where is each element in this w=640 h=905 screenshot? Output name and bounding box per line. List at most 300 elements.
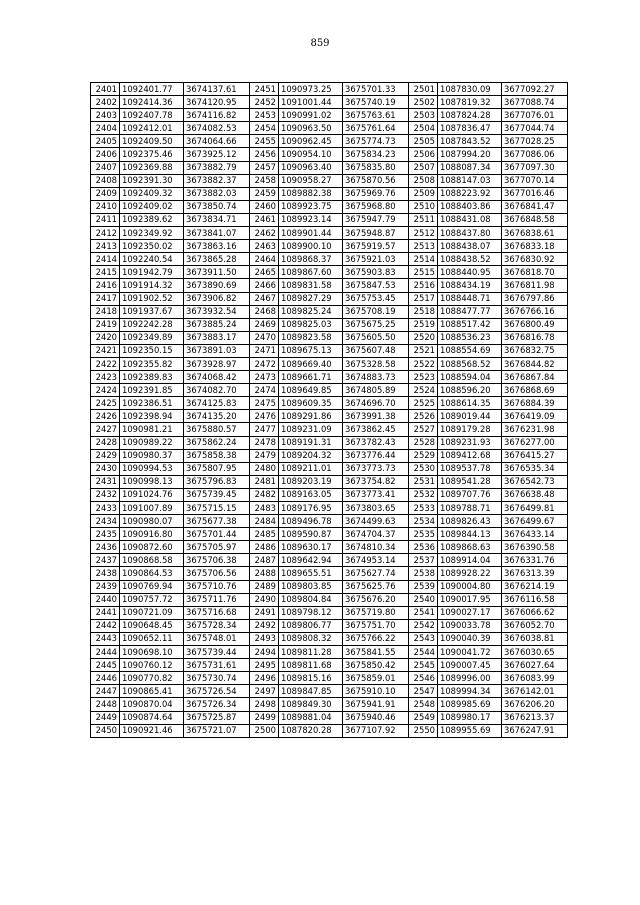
- point-number-cell: 2537: [409, 554, 438, 567]
- x-coordinate-cell: 1092355.82: [120, 357, 184, 370]
- point-number-cell: 2494: [250, 646, 279, 659]
- y-coordinate-cell: 3675739.45: [184, 488, 250, 501]
- x-coordinate-cell: 1090989.22: [120, 436, 184, 449]
- y-coordinate-cell: 3675948.87: [343, 227, 409, 240]
- table-row: [91, 436, 568, 449]
- y-coordinate-cell: 3675969.76: [343, 187, 409, 200]
- x-coordinate-cell: 1089980.17: [438, 711, 502, 724]
- x-coordinate-cell: 1089496.78: [279, 515, 343, 528]
- x-coordinate-cell: 1090973.25: [279, 83, 343, 96]
- x-coordinate-cell: 1089923.75: [279, 200, 343, 213]
- x-coordinate-cell: 1090921.46: [120, 724, 184, 737]
- point-number-cell: 2403: [91, 109, 120, 122]
- x-coordinate-cell: 1089412.68: [438, 449, 502, 462]
- point-number-cell: 2478: [250, 436, 279, 449]
- point-number-cell: 2416: [91, 279, 120, 292]
- y-coordinate-cell: 3675903.83: [343, 266, 409, 279]
- y-coordinate-cell: 3675701.33: [343, 83, 409, 96]
- point-number-cell: 2412: [91, 227, 120, 240]
- y-coordinate-cell: 3673782.43: [343, 436, 409, 449]
- point-number-cell: 2483: [250, 502, 279, 515]
- x-coordinate-cell: 1088147.03: [438, 174, 502, 187]
- y-coordinate-cell: 3675880.57: [184, 423, 250, 436]
- x-coordinate-cell: 1088594.04: [438, 371, 502, 384]
- x-coordinate-cell: 1090868.58: [120, 554, 184, 567]
- table-row: [91, 724, 568, 737]
- x-coordinate-cell: 1088438.52: [438, 253, 502, 266]
- table-row: [91, 371, 568, 384]
- point-number-cell: 2536: [409, 541, 438, 554]
- y-coordinate-cell: 3677016.46: [502, 187, 568, 200]
- point-number-cell: 2452: [250, 96, 279, 109]
- y-coordinate-cell: 3675711.76: [184, 593, 250, 606]
- x-coordinate-cell: 1090872.60: [120, 541, 184, 554]
- x-coordinate-cell: 1089211.01: [279, 462, 343, 475]
- point-number-cell: 2477: [250, 423, 279, 436]
- point-number-cell: 2441: [91, 606, 120, 619]
- point-number-cell: 2487: [250, 554, 279, 567]
- table-row: [91, 646, 568, 659]
- point-number-cell: 2430: [91, 462, 120, 475]
- point-number-cell: 2531: [409, 475, 438, 488]
- y-coordinate-cell: 3674883.73: [343, 371, 409, 384]
- y-coordinate-cell: 3675328.58: [343, 357, 409, 370]
- y-coordinate-cell: 3675728.34: [184, 619, 250, 632]
- y-coordinate-cell: 3676277.00: [502, 436, 568, 449]
- point-number-cell: 2491: [250, 606, 279, 619]
- point-number-cell: 2431: [91, 475, 120, 488]
- x-coordinate-cell: 1089994.34: [438, 685, 502, 698]
- y-coordinate-cell: 3676066.62: [502, 606, 568, 619]
- point-number-cell: 2418: [91, 305, 120, 318]
- table-row: [91, 515, 568, 528]
- point-number-cell: 2425: [91, 397, 120, 410]
- point-number-cell: 2550: [409, 724, 438, 737]
- x-coordinate-cell: 1087824.28: [438, 109, 502, 122]
- x-coordinate-cell: 1089901.44: [279, 227, 343, 240]
- x-coordinate-cell: 1090980.37: [120, 449, 184, 462]
- point-number-cell: 2507: [409, 161, 438, 174]
- x-coordinate-cell: 1089811.28: [279, 646, 343, 659]
- point-number-cell: 2482: [250, 488, 279, 501]
- x-coordinate-cell: 1089019.44: [438, 410, 502, 423]
- y-coordinate-cell: 3673911.50: [184, 266, 250, 279]
- point-number-cell: 2449: [91, 711, 120, 724]
- y-coordinate-cell: 3675940.46: [343, 711, 409, 724]
- point-number-cell: 2526: [409, 410, 438, 423]
- x-coordinate-cell: 1089825.24: [279, 305, 343, 318]
- y-coordinate-cell: 3676833.18: [502, 240, 568, 253]
- y-coordinate-cell: 3675862.24: [184, 436, 250, 449]
- y-coordinate-cell: 3674137.61: [184, 83, 250, 96]
- x-coordinate-cell: 1089867.60: [279, 266, 343, 279]
- point-number-cell: 2436: [91, 541, 120, 554]
- y-coordinate-cell: 3675947.79: [343, 213, 409, 226]
- point-number-cell: 2541: [409, 606, 438, 619]
- y-coordinate-cell: 3674135.20: [184, 410, 250, 423]
- x-coordinate-cell: 1088434.19: [438, 279, 502, 292]
- x-coordinate-cell: 1088440.95: [438, 266, 502, 279]
- point-number-cell: 2505: [409, 135, 438, 148]
- point-number-cell: 2464: [250, 253, 279, 266]
- point-number-cell: 2544: [409, 646, 438, 659]
- table-row: [91, 711, 568, 724]
- x-coordinate-cell: 1089923.14: [279, 213, 343, 226]
- table-row: [91, 423, 568, 436]
- y-coordinate-cell: 3676841.47: [502, 200, 568, 213]
- y-coordinate-cell: 3676390.58: [502, 541, 568, 554]
- x-coordinate-cell: 1088568.52: [438, 357, 502, 370]
- point-number-cell: 2522: [409, 357, 438, 370]
- table-row: [91, 672, 568, 685]
- x-coordinate-cell: 1089590.87: [279, 528, 343, 541]
- point-number-cell: 2513: [409, 240, 438, 253]
- y-coordinate-cell: 3674116.82: [184, 109, 250, 122]
- y-coordinate-cell: 3674082.70: [184, 384, 250, 397]
- x-coordinate-cell: 1092407.78: [120, 109, 184, 122]
- x-coordinate-cell: 1089191.31: [279, 436, 343, 449]
- x-coordinate-cell: 1089788.71: [438, 502, 502, 515]
- y-coordinate-cell: 3673776.44: [343, 449, 409, 462]
- point-number-cell: 2467: [250, 292, 279, 305]
- y-coordinate-cell: 3675706.38: [184, 554, 250, 567]
- x-coordinate-cell: 1088448.71: [438, 292, 502, 305]
- y-coordinate-cell: 3675921.03: [343, 253, 409, 266]
- point-number-cell: 2471: [250, 344, 279, 357]
- x-coordinate-cell: 1087843.52: [438, 135, 502, 148]
- table-row: [91, 318, 568, 331]
- y-coordinate-cell: 3673928.97: [184, 357, 250, 370]
- y-coordinate-cell: 3676206.20: [502, 698, 568, 711]
- point-number-cell: 2521: [409, 344, 438, 357]
- y-coordinate-cell: 3676816.78: [502, 331, 568, 344]
- point-number-cell: 2462: [250, 227, 279, 240]
- table-row: [91, 161, 568, 174]
- x-coordinate-cell: 1089803.85: [279, 580, 343, 593]
- point-number-cell: 2500: [250, 724, 279, 737]
- point-number-cell: 2435: [91, 528, 120, 541]
- point-number-cell: 2484: [250, 515, 279, 528]
- y-coordinate-cell: 3676848.58: [502, 213, 568, 226]
- y-coordinate-cell: 3673906.82: [184, 292, 250, 305]
- point-number-cell: 2489: [250, 580, 279, 593]
- x-coordinate-cell: 1089823.58: [279, 331, 343, 344]
- point-number-cell: 2426: [91, 410, 120, 423]
- y-coordinate-cell: 3674082.53: [184, 122, 250, 135]
- point-number-cell: 2415: [91, 266, 120, 279]
- point-number-cell: 2498: [250, 698, 279, 711]
- x-coordinate-cell: 1090954.10: [279, 148, 343, 161]
- table-row: [91, 279, 568, 292]
- y-coordinate-cell: 3675739.44: [184, 646, 250, 659]
- point-number-cell: 2422: [91, 357, 120, 370]
- y-coordinate-cell: 3676868.69: [502, 384, 568, 397]
- x-coordinate-cell: 1089630.17: [279, 541, 343, 554]
- x-coordinate-cell: 1091024.76: [120, 488, 184, 501]
- y-coordinate-cell: 3676542.73: [502, 475, 568, 488]
- point-number-cell: 2443: [91, 632, 120, 645]
- point-number-cell: 2529: [409, 449, 438, 462]
- x-coordinate-cell: 1089849.30: [279, 698, 343, 711]
- table-row: [91, 580, 568, 593]
- y-coordinate-cell: 3674810.34: [343, 541, 409, 554]
- table-row: [91, 632, 568, 645]
- point-number-cell: 2481: [250, 475, 279, 488]
- table-row: [91, 305, 568, 318]
- y-coordinate-cell: 3676884.39: [502, 397, 568, 410]
- point-number-cell: 2402: [91, 96, 120, 109]
- point-number-cell: 2520: [409, 331, 438, 344]
- x-coordinate-cell: 1089669.40: [279, 357, 343, 370]
- point-number-cell: 2532: [409, 488, 438, 501]
- point-number-cell: 2439: [91, 580, 120, 593]
- point-number-cell: 2457: [250, 161, 279, 174]
- y-coordinate-cell: 3675625.76: [343, 580, 409, 593]
- point-number-cell: 2428: [91, 436, 120, 449]
- point-number-cell: 2534: [409, 515, 438, 528]
- point-number-cell: 2419: [91, 318, 120, 331]
- coordinates-table: [90, 82, 568, 738]
- table-row: [91, 502, 568, 515]
- y-coordinate-cell: 3675834.23: [343, 148, 409, 161]
- y-coordinate-cell: 3677044.74: [502, 122, 568, 135]
- x-coordinate-cell: 1092398.94: [120, 410, 184, 423]
- table-row: [91, 96, 568, 109]
- y-coordinate-cell: 3677088.74: [502, 96, 568, 109]
- x-coordinate-cell: 1092386.51: [120, 397, 184, 410]
- y-coordinate-cell: 3675710.76: [184, 580, 250, 593]
- x-coordinate-cell: 1088614.35: [438, 397, 502, 410]
- y-coordinate-cell: 3674125.83: [184, 397, 250, 410]
- x-coordinate-cell: 1092375.46: [120, 148, 184, 161]
- point-number-cell: 2475: [250, 397, 279, 410]
- x-coordinate-cell: 1089815.16: [279, 672, 343, 685]
- x-coordinate-cell: 1090652.11: [120, 632, 184, 645]
- y-coordinate-cell: 3675807.95: [184, 462, 250, 475]
- y-coordinate-cell: 3676214.19: [502, 580, 568, 593]
- y-coordinate-cell: 3673925.12: [184, 148, 250, 161]
- point-number-cell: 2524: [409, 384, 438, 397]
- y-coordinate-cell: 3675726.54: [184, 685, 250, 698]
- point-number-cell: 2404: [91, 122, 120, 135]
- table-row: [91, 109, 568, 122]
- x-coordinate-cell: 1092391.30: [120, 174, 184, 187]
- table-row: [91, 554, 568, 567]
- x-coordinate-cell: 1090648.45: [120, 619, 184, 632]
- x-coordinate-cell: 1088536.23: [438, 331, 502, 344]
- x-coordinate-cell: 1088554.69: [438, 344, 502, 357]
- point-number-cell: 2434: [91, 515, 120, 528]
- point-number-cell: 2456: [250, 148, 279, 161]
- x-coordinate-cell: 1088223.92: [438, 187, 502, 200]
- y-coordinate-cell: 3675607.48: [343, 344, 409, 357]
- x-coordinate-cell: 1090007.45: [438, 659, 502, 672]
- x-coordinate-cell: 1090865.41: [120, 685, 184, 698]
- x-coordinate-cell: 1089642.94: [279, 554, 343, 567]
- x-coordinate-cell: 1088087.34: [438, 161, 502, 174]
- y-coordinate-cell: 3675740.19: [343, 96, 409, 109]
- y-coordinate-cell: 3673862.45: [343, 423, 409, 436]
- x-coordinate-cell: 1089804.84: [279, 593, 343, 606]
- x-coordinate-cell: 1092409.50: [120, 135, 184, 148]
- point-number-cell: 2527: [409, 423, 438, 436]
- x-coordinate-cell: 1090040.39: [438, 632, 502, 645]
- y-coordinate-cell: 3676766.16: [502, 305, 568, 318]
- y-coordinate-cell: 3675751.70: [343, 619, 409, 632]
- y-coordinate-cell: 3676867.84: [502, 371, 568, 384]
- x-coordinate-cell: 1092409.02: [120, 200, 184, 213]
- x-coordinate-cell: 1088596.20: [438, 384, 502, 397]
- table-row: [91, 541, 568, 554]
- x-coordinate-cell: 1089928.22: [438, 567, 502, 580]
- y-coordinate-cell: 3677076.01: [502, 109, 568, 122]
- table-row: [91, 698, 568, 711]
- table-row: [91, 331, 568, 344]
- point-number-cell: 2466: [250, 279, 279, 292]
- point-number-cell: 2444: [91, 646, 120, 659]
- y-coordinate-cell: 3676419.09: [502, 410, 568, 423]
- x-coordinate-cell: 1088437.80: [438, 227, 502, 240]
- point-number-cell: 2451: [250, 83, 279, 96]
- y-coordinate-cell: 3675675.25: [343, 318, 409, 331]
- y-coordinate-cell: 3675676.20: [343, 593, 409, 606]
- point-number-cell: 2548: [409, 698, 438, 711]
- point-number-cell: 2480: [250, 462, 279, 475]
- y-coordinate-cell: 3677092.27: [502, 83, 568, 96]
- x-coordinate-cell: 1089844.13: [438, 528, 502, 541]
- point-number-cell: 2503: [409, 109, 438, 122]
- x-coordinate-cell: 1090998.13: [120, 475, 184, 488]
- x-coordinate-cell: 1089868.63: [438, 541, 502, 554]
- y-coordinate-cell: 3675731.61: [184, 659, 250, 672]
- table-row: [91, 685, 568, 698]
- table-row: [91, 567, 568, 580]
- x-coordinate-cell: 1087819.32: [438, 96, 502, 109]
- x-coordinate-cell: 1089825.03: [279, 318, 343, 331]
- point-number-cell: 2414: [91, 253, 120, 266]
- x-coordinate-cell: 1092242.28: [120, 318, 184, 331]
- table-row: [91, 148, 568, 161]
- y-coordinate-cell: 3673865.28: [184, 253, 250, 266]
- x-coordinate-cell: 1092349.92: [120, 227, 184, 240]
- x-coordinate-cell: 1090721.09: [120, 606, 184, 619]
- x-coordinate-cell: 1092389.83: [120, 371, 184, 384]
- point-number-cell: 2486: [250, 541, 279, 554]
- point-number-cell: 2407: [91, 161, 120, 174]
- x-coordinate-cell: 1089707.76: [438, 488, 502, 501]
- y-coordinate-cell: 3673841.07: [184, 227, 250, 240]
- y-coordinate-cell: 3676247.91: [502, 724, 568, 737]
- y-coordinate-cell: 3675919.57: [343, 240, 409, 253]
- x-coordinate-cell: 1090769.94: [120, 580, 184, 593]
- x-coordinate-cell: 1089675.13: [279, 344, 343, 357]
- point-number-cell: 2427: [91, 423, 120, 436]
- table-row: [91, 292, 568, 305]
- table-row: [91, 619, 568, 632]
- point-number-cell: 2510: [409, 200, 438, 213]
- point-number-cell: 2508: [409, 174, 438, 187]
- y-coordinate-cell: 3677070.14: [502, 174, 568, 187]
- point-number-cell: 2442: [91, 619, 120, 632]
- y-coordinate-cell: 3677028.25: [502, 135, 568, 148]
- point-number-cell: 2455: [250, 135, 279, 148]
- y-coordinate-cell: 3675766.22: [343, 632, 409, 645]
- point-number-cell: 2549: [409, 711, 438, 724]
- table-row: [91, 253, 568, 266]
- y-coordinate-cell: 3675706.56: [184, 567, 250, 580]
- point-number-cell: 2523: [409, 371, 438, 384]
- point-number-cell: 2488: [250, 567, 279, 580]
- x-coordinate-cell: 1092369.88: [120, 161, 184, 174]
- y-coordinate-cell: 3675796.83: [184, 475, 250, 488]
- y-coordinate-cell: 3675627.74: [343, 567, 409, 580]
- table-row: [91, 462, 568, 475]
- table-row: [91, 174, 568, 187]
- point-number-cell: 2459: [250, 187, 279, 200]
- table-row: [91, 410, 568, 423]
- point-number-cell: 2497: [250, 685, 279, 698]
- y-coordinate-cell: 3673850.74: [184, 200, 250, 213]
- x-coordinate-cell: 1091007.89: [120, 502, 184, 515]
- x-coordinate-cell: 1091937.67: [120, 305, 184, 318]
- point-number-cell: 2538: [409, 567, 438, 580]
- point-number-cell: 2423: [91, 371, 120, 384]
- point-number-cell: 2547: [409, 685, 438, 698]
- y-coordinate-cell: 3676027.64: [502, 659, 568, 672]
- point-number-cell: 2535: [409, 528, 438, 541]
- y-coordinate-cell: 3676038.81: [502, 632, 568, 645]
- point-number-cell: 2546: [409, 672, 438, 685]
- y-coordinate-cell: 3675716.68: [184, 606, 250, 619]
- y-coordinate-cell: 3676083.99: [502, 672, 568, 685]
- table-row: [91, 200, 568, 213]
- point-number-cell: 2501: [409, 83, 438, 96]
- y-coordinate-cell: 3676331.76: [502, 554, 568, 567]
- point-number-cell: 2424: [91, 384, 120, 397]
- point-number-cell: 2473: [250, 371, 279, 384]
- point-number-cell: 2502: [409, 96, 438, 109]
- y-coordinate-cell: 3676800.49: [502, 318, 568, 331]
- point-number-cell: 2408: [91, 174, 120, 187]
- x-coordinate-cell: 1089179.28: [438, 423, 502, 436]
- y-coordinate-cell: 3673882.03: [184, 187, 250, 200]
- point-number-cell: 2433: [91, 502, 120, 515]
- point-number-cell: 2495: [250, 659, 279, 672]
- point-number-cell: 2518: [409, 305, 438, 318]
- y-coordinate-cell: 3675763.61: [343, 109, 409, 122]
- table-row: [91, 213, 568, 226]
- y-coordinate-cell: 3676818.70: [502, 266, 568, 279]
- x-coordinate-cell: 1088517.42: [438, 318, 502, 331]
- x-coordinate-cell: 1092409.32: [120, 187, 184, 200]
- x-coordinate-cell: 1092349.89: [120, 331, 184, 344]
- point-number-cell: 2437: [91, 554, 120, 567]
- point-number-cell: 2485: [250, 528, 279, 541]
- point-number-cell: 2438: [91, 567, 120, 580]
- x-coordinate-cell: 1089231.09: [279, 423, 343, 436]
- point-number-cell: 2533: [409, 502, 438, 515]
- x-coordinate-cell: 1087820.28: [279, 724, 343, 737]
- x-coordinate-cell: 1089203.19: [279, 475, 343, 488]
- y-coordinate-cell: 3673885.24: [184, 318, 250, 331]
- y-coordinate-cell: 3675708.19: [343, 305, 409, 318]
- y-coordinate-cell: 3673863.16: [184, 240, 250, 253]
- x-coordinate-cell: 1087994.20: [438, 148, 502, 161]
- point-number-cell: 2446: [91, 672, 120, 685]
- x-coordinate-cell: 1090698.10: [120, 646, 184, 659]
- x-coordinate-cell: 1089868.37: [279, 253, 343, 266]
- table-row: [91, 240, 568, 253]
